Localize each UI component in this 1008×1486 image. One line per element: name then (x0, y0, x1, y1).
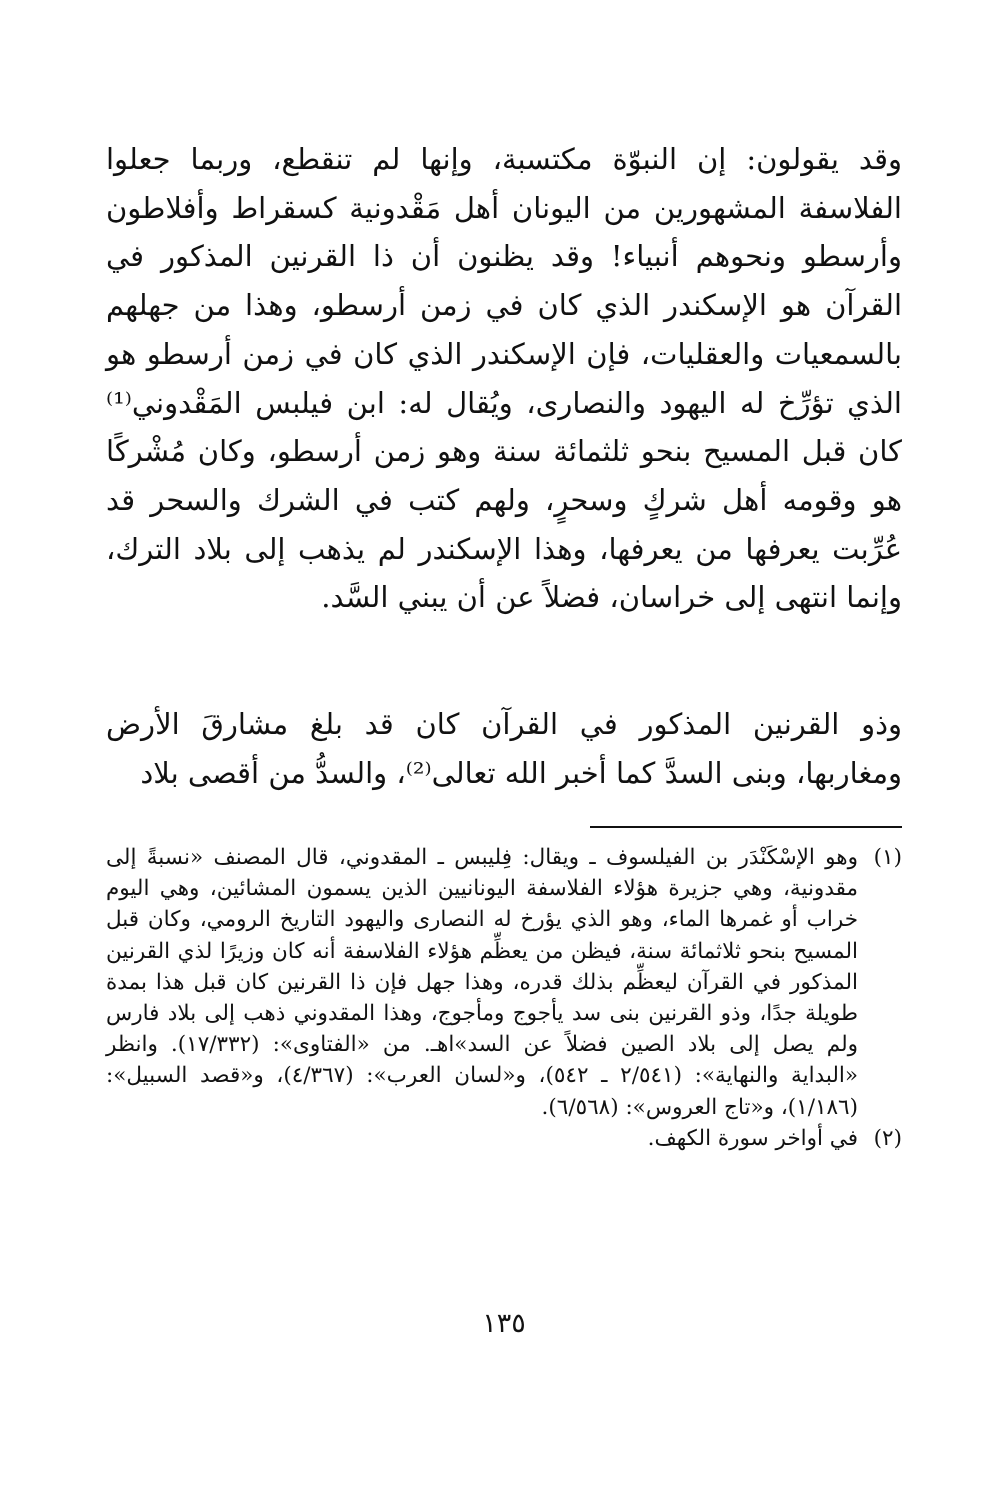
footnote-2 (106, 1123, 902, 1154)
page-number: ١٣٥ (482, 1308, 526, 1339)
footnote-separator (590, 826, 902, 828)
footnote-2-number: (٢) (873, 1125, 902, 1151)
footnote-1-number: (١) (873, 845, 902, 870)
footnote-2-text: في أواخر سورة الكهف. (647, 1125, 858, 1151)
footnotes-section (106, 842, 902, 1154)
body-paragraph-1: وقد يقولون: إن النبوّة مكتسبة، وإنها لم تنقطع، وربما جعلوا الفلاسفة المشهورين من اليونان أهل مَقْدونية كسقراط وأفلاطون وأرسطو ونحوهم أنبياء! وقد يظنون أن ذا القرنين المذكور في القرآن هو الإسكندر الذي كان في زمن أرسطو، وهذا من جهلهم بالسمعيات والعقليات، فإن الإسكندر الذي كان في زمن أرسطو هو الذي تؤرِّخ له اليهود والنصارى، ويُقال له: ابن فيلبس المَقْدوني⁽¹⁾ كان قبل المسيح بنحو ثلثمائة سنة وهو زمن أرسطو، وكان مُشْركًا هو وقومه أهل شركٍ وسحرٍ، ولهم كتب في الشرك والسحر قد عُرِّبت يعرفها من يعرفها، وهذا الإسكندر لم يذهب إلى بلاد الترك، وإنما انتهى إلى خراسان، فضلاً عن أن يبني السَّد. (106, 142, 902, 615)
body-paragraph-2: وذو القرنين المذكور في القرآن كان قد بلغ مشارقَ الأرض ومغاربها، وبنى السدَّ كما أخبر الله تعالى⁽²⁾، والسدُّ من أقصى بلاد (106, 707, 902, 790)
footnote-1-text: وهو الإسْكَنْدَر بن الفيلسوف ـ ويقال: فِليبس ـ المقدوني، قال المصنف «نسبةً إلى مقدونية، وهي جزيرة هؤلاء الفلاسفة اليونانيين الذين يسمون المشائين، وهي اليوم خراب أو غمرها الماء، وهو الذي يؤرخ له النصارى واليهود التاريخ الرومي، وكان قبل المسيح بنحو ثلاثمائة سنة، فيظن من يعظِّم هؤلاء الفلاسفة أنه كان وزيرًا لذي القرنين المذكور في القرآن ليعظِّم بذلك قدره، وهذا جهل فإن ذا القرنين كان قبل هذا بمدة طويلة جدًا، وذو القرنين بنى سد يأجوج ومأجوج، وهذا المقدوني ذهب إلى بلاد فارس ولم يصل إلى بلاد الصين فضلاً عن السد»اهـ. من «الفتاوى»: (١٧/٣٣٢). وانظر «البداية والنهاية»: (٢/٥٤١ ـ ٥٤٢)، و«لسان العرب»: (٤/٣٦٧)، و«قصد السبيل»: (١/١٨٦)، و«تاج العروس»: (٦/٥٦٨). (106, 845, 858, 1120)
footnote-1 (106, 842, 902, 1123)
